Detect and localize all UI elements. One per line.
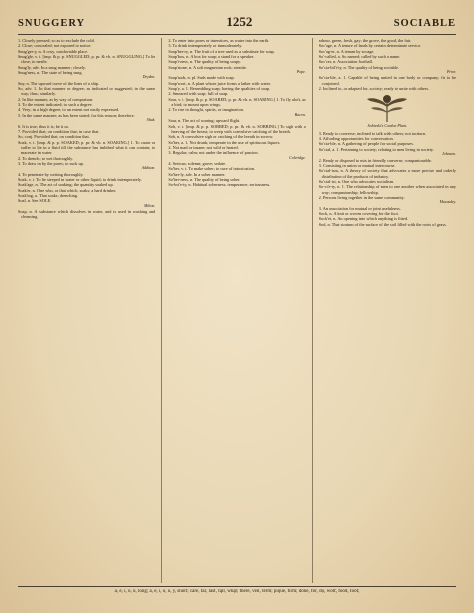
dictionary-entry: Soak'age, n. The act of soaking; the quantity soaked up. xyxy=(18,182,114,188)
quotation-source: Pope. xyxy=(296,70,306,75)
dictionary-entry: 3. To the extent indicated; to such a degree. xyxy=(18,102,93,108)
quotation-source: Prior. xyxy=(447,70,456,75)
dictionary-entry: Sock'et, n. An opening into which anything is fitted. xyxy=(318,216,409,222)
dictionary-entry: 4. Affording opportunities for conversation. xyxy=(318,136,394,142)
dictionary-entry: So'cia-bil'i-ty, n. The quality of being sociable. xyxy=(318,64,399,70)
dictionary-entry: Sob, v. i. [imp. & p. p. SOBBED; p. pr. & vb. n. SOBBING.] To sigh with a heaving of the breast; to weep with convulsive catching of the breath. xyxy=(168,123,306,134)
quotation-source: Milton. xyxy=(143,203,156,208)
dictionary-entry: 3. Regular; calm; not under the influence of passion. xyxy=(168,150,259,156)
plant-illustration-icon xyxy=(361,93,413,123)
dictionary-entry: 2. Inclined to, or adapted for, society; ready to unite with others. xyxy=(318,86,430,92)
dictionary-entry: Soak, v. t. [imp. & p. p. SOAKED; p. pr. & vb. n. SOAKING.] 1. To cause or suffer to lie in a fluid till the substance has imbibed what it can contain; to macerate in water. xyxy=(18,139,156,156)
dictionary-entry: Soap, n. A substance which dissolves in water, and is used in washing and cleansing. xyxy=(18,209,156,220)
dictionary-entry: 6. It is true; thus it is; be it so. xyxy=(18,123,70,129)
dictionary-entry: Soap'box, n. A box for soap; a stand for a speaker. xyxy=(168,54,255,60)
dictionary-entry: 2. Not mad or insane; not wild or heated. xyxy=(168,144,239,150)
quotation-source: Coleridge. xyxy=(289,155,306,160)
quotation-source: Bacon. xyxy=(294,112,306,117)
dictionary-entry: 2. Close; concealed; not exposed to notice. xyxy=(18,43,92,49)
illustration xyxy=(319,93,456,128)
dictionary-entry: Soak'ing, a. That soaks; drenching. xyxy=(18,192,79,198)
dictionary-entry: 3. Consisting in union or mutual intercourse. xyxy=(318,162,396,168)
dictionary-entry: Soar, v. i. [imp. & p. p. SOARED; p. pr. & vb. n. SOARING.] 1. To fly aloft, as a bird; to mount upon wings. xyxy=(168,96,306,108)
column-2 xyxy=(168,38,305,583)
column-1 xyxy=(18,38,155,583)
dictionary-entry: So'cial-ism, n. A theory of society that advocates a more precise and orderly distribution of the products of industry. xyxy=(318,168,456,179)
dictionary-entry: arbour, green, fresh, gay; the grove, the good, the fair. xyxy=(318,38,412,43)
dictionary-entry: 4. To penetrate by wetting thoroughly. xyxy=(18,171,84,177)
dictionary-entry: 2. Ready or disposed to mix in friendly converse; companionable. xyxy=(318,157,432,163)
dictionary-entry: So, conj. Provided that; on condition that. xyxy=(18,134,90,140)
header-right-guide-word: SOCIABLE xyxy=(393,18,456,29)
header-rule xyxy=(18,34,456,35)
quotation-source: Johnson. xyxy=(442,152,456,157)
dictionary-entry: Sock, n. A knit or woven covering for the foot. xyxy=(318,210,399,216)
dictionary-entry: So'cia-ble, a. 1. Capable of being united in one body or company; fit to be conjoined. xyxy=(318,75,456,86)
dictionary-entry: So-bri'e-ty, n. Habitual soberness; temperance; seriousness. xyxy=(168,182,271,188)
dictionary-entry: 2. In like manner, as by way of comparison. xyxy=(18,96,94,102)
dictionary-entry: 3. Ready to converse; inclined to talk with others; not taciturn. xyxy=(318,130,427,136)
dictionary-entry: Soap'suds, n. pl. Suds made with soap. xyxy=(168,75,235,81)
dictionary-entry: Soap'i-ness, n. The quality of being soapy. xyxy=(168,59,241,65)
dictionary-entry: Soap'ber-ry, n. The fruit of a tree used as a substitute for soap. xyxy=(168,48,275,54)
dictionary-entry: So'ber, a. 1. Not drunk; temperate in the use of spirituous liquors. xyxy=(168,139,281,145)
dictionary-entry: Sod, n. That stratum of the surface of the soil filled with the roots of grass. xyxy=(318,221,447,227)
dictionary-entry: 2. To enter into pores or interstices, as water into the earth. xyxy=(168,38,270,43)
dictionary-entry: 5. In the same manner; as has been stated; for this reason; therefore. xyxy=(18,112,135,118)
dictionary-entry: 3. To drink intemperately or immoderately. xyxy=(168,43,243,49)
dictionary-entry: Soc'cer, n. Association football. xyxy=(318,59,373,65)
dictionary-entry: So'cia-ble, n. A gathering of people for social purposes. xyxy=(318,141,414,147)
dictionary-entry: Soap'wort, n. A plant whose juice forms a lather with water. xyxy=(168,80,271,86)
quotation-source: Shak. xyxy=(146,118,156,123)
dictionary-entry: Soc'ag-er, n. A tenant by socage. xyxy=(318,48,375,54)
illustration-caption: Sobieski's Cordon Plant. xyxy=(367,123,408,129)
dictionary-entry: 2. To drench; to wet thoroughly. xyxy=(18,155,74,161)
dictionary-entry: Soar, n. The act of soaring; upward flight. xyxy=(168,118,241,124)
page-number: 1252 xyxy=(226,14,253,29)
dictionary-entry: 4. Serious; solemn; grave; sedate. xyxy=(168,160,227,166)
dictionary-entry: So'cial, a. 1. Pertaining to society; relating to men living in society. xyxy=(318,146,434,152)
dictionary-entry: Soap'stone, n. A soft magnesian rock; steatite. xyxy=(168,64,248,70)
quotation-source: Addison. xyxy=(141,166,156,171)
dictionary-entry: Snug'gle, v. i. [imp. & p. p. SNUGGLED; p. pr. & vb. n. SNUGGLING.] To lie close; to nestle. xyxy=(18,54,156,65)
dictionary-entry: 2. Persons living together in the same community. xyxy=(318,194,405,200)
column-divider xyxy=(312,38,313,583)
header-left-guide-word: SNUGGERY xyxy=(18,18,86,29)
column-divider xyxy=(161,38,162,583)
quotation-source: Dryden. xyxy=(142,75,156,80)
dictionary-entry: 4. Very; in a high degree; to an extent not easily expressed. xyxy=(18,107,120,113)
dictionary-entry: 3. To draw in by the pores; to suck up. xyxy=(18,160,84,166)
column-3 xyxy=(319,38,456,583)
dictionary-entry: Soak'er, n. One who, or that which, soaks; a hard drinker. xyxy=(18,187,117,193)
dictionary-entry: Soal, n. See SOLE. xyxy=(18,198,52,204)
dictionary-entry: So, adv. 1. In that manner or degree; as indicated or suggested; in the same way; thus; similarly. xyxy=(18,86,156,97)
dictionary-entry: 7. Provided that; on condition that; in case that. xyxy=(18,128,100,134)
dictionary-entry: Snug'ger-y, n. A cosy, comfortable place. xyxy=(18,48,89,54)
footer-rule xyxy=(18,586,456,587)
dictionary-entry: Soak, v. i. To lie steeped in water or other liquid; to drink intemperately. xyxy=(18,176,142,182)
dictionary-entry: Soap'y, a. 1. Resembling soap; having the qualities of soap. xyxy=(168,86,271,92)
dictionary-entry: Snug'ness, n. The state of being snug. xyxy=(18,70,83,76)
dictionary-entry: 3. An association for mutual or joint usefulness. xyxy=(318,205,401,211)
dictionary-entry: So'ber-ness, n. The quality of being sober. xyxy=(168,176,241,182)
dictionary-entry: 2. To rise in thought, spirits, or imagination. xyxy=(168,107,244,113)
pronunciation-key: ā, ē, ī, ō, ū, long; ă, ĕ, ĭ, ŏ, ŭ, ў, short; câre, fär, lȧst, fąll, whąt; thêre, veil, tẽrm; pïque, fïrm; dône, fôr, dọ, wolf, fōōd, fŏŏt; xyxy=(114,589,360,594)
dictionary-entry: Sob, n. A convulsive sigh or catching of the breath in sorrow. xyxy=(168,134,274,140)
dictionary-entry: Sny, n. The upward curve of the lines of a ship. xyxy=(18,80,100,86)
dictionary-entry: Soc'age, n. A tenure of lands by certain determinate service. xyxy=(318,43,422,49)
dictionary-entry: So'ber, v. t. To make sober; to cure of intoxication. xyxy=(168,166,256,172)
dictionary-entry: Snug'ly, adv. In a snug manner; closely. xyxy=(18,64,86,70)
dictionary-entry: So'ber-ly, adv. In a sober manner. xyxy=(168,171,226,177)
page-header xyxy=(18,14,456,32)
dictionary-entry: 1. Closely pressed; so as to exclude the cold. xyxy=(18,38,95,43)
quotation-source: Macaulay. xyxy=(439,200,456,205)
dictionary-entry: So'cial-ist, n. One who advocates socialism. xyxy=(318,178,395,184)
dictionary-entry: So-ci'e-ty, n. 1. The relationship of men to one another when associated in any way; companionship; fellowship. xyxy=(318,184,456,195)
text-columns xyxy=(18,38,456,583)
dictionary-entry: So'-called, a. So named; called by such a name. xyxy=(318,54,401,60)
dictionary-entry: 2. Smeared with soap; full of soap. xyxy=(168,91,229,97)
